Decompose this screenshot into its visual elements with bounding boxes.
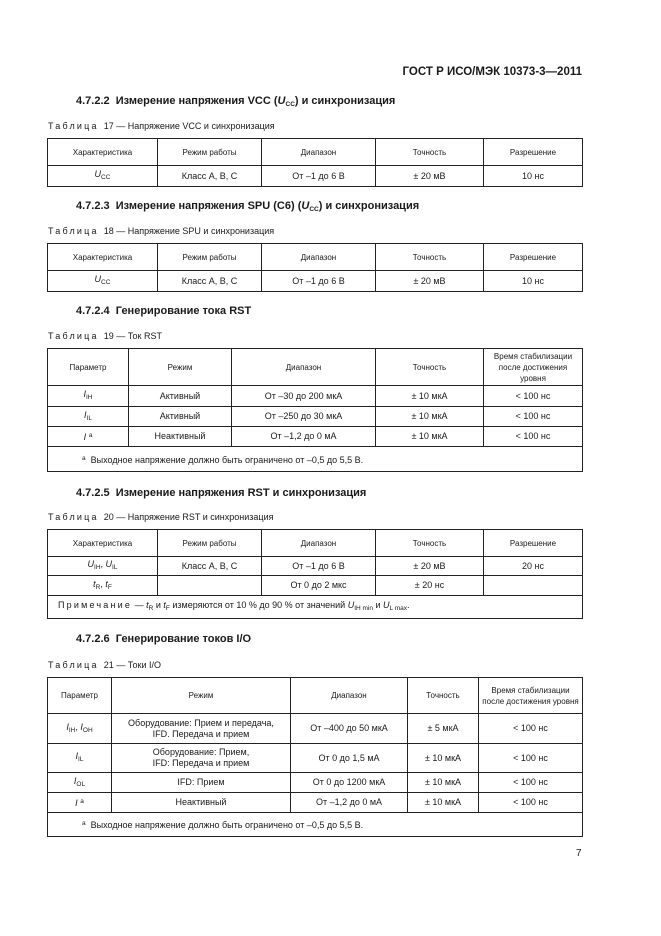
table-21: Параметр Режим Диапазон Точность Время стабилизации после достижения уровня $I_{IH}$, $I_{OH}$ Оборудование: Прием и передача, IFD. Передача и прием От –400 до 50 мкА ± 5 мкА < 100 нс $I_{IL}$ Оборудование: Прием, IFD: Передача и прием От 0 до 1,5 мА ± 10 мкА < 100 нс $I_{OL}$ IFD: Прием От 0 до 1200 мкА ± 10 мкА < 100 нс I $^a$ Неактивный От –1,2 до 0 мА ± 10 мкА < 100 нс $^a$ Выходное напряжение должно быть ограничено от –0,5 до 5,5 В. bbox=[47, 677, 583, 837]
section-heading-4-7-2-6: 4.7.2.6 Генерирование токов I/O bbox=[76, 633, 252, 645]
table-note: Примечание — $t_R$ и $t_F$ измеряются от 10 % до 90 % от значений $U_{IH min}$ и $U_{L max}$. bbox=[48, 596, 583, 619]
table-row: I $^a$ Неактивный От –1,2 до 0 мА ± 10 мкА < 100 нс bbox=[48, 793, 583, 813]
table-row: $t_R$, $t_F$ От 0 до 2 мкс ± 20 нс bbox=[48, 576, 583, 596]
section-heading-4-7-2-2: 4.7.2.2 Измерение напряжения VCC $(U_{CC})$ и синхронизация bbox=[76, 95, 396, 108]
table-caption-21: Таблица 21 — Токи I/O bbox=[48, 660, 161, 670]
table-row: $I_{IH}$, $I_{OH}$ Оборудование: Прием и передача, IFD. Передача и прием От –400 до 50 мкА ± 5 мкА < 100 нс bbox=[48, 714, 583, 744]
table-20: Характеристика Режим работы Диапазон Точность Разрешение $U_{IH}$, $U_{IL}$ Класс А, В, С От –1 до 6 В ± 20 мВ 20 нс $t_R$, $t_F$ От 0 до 2 мкс ± 20 нс Примечание — $t_R$ и $t_F$ измеряются от 10 % до 90 % от значений $U_{IH min}$ и $U_{L max}$. bbox=[47, 529, 583, 619]
section-heading-4-7-2-5: 4.7.2.5 Измерение напряжения RST и синхронизация bbox=[76, 487, 367, 499]
table-caption-20: Таблица 20 — Напряжение RST и синхронизация bbox=[48, 512, 274, 522]
table-footnote: $^a$ Выходное напряжение должно быть ограничено от –0,5 до 5,5 В. bbox=[48, 813, 583, 837]
table-caption-18: Таблица 18 — Напряжение SPU и синхронизация bbox=[48, 226, 275, 236]
table-caption-19: Таблица 19 — Ток RST bbox=[48, 331, 162, 341]
table-row: $U_{CC}$ Класс А, В, С От –1 до 6 В ± 20 мВ 10 нс bbox=[48, 271, 583, 292]
table-row: $U_{IH}$, $U_{IL}$ Класс А, В, С От –1 до 6 В ± 20 мВ 20 нс bbox=[48, 557, 583, 576]
table-row: $I_{IH}$ Активный От –30 до 200 мкА ± 10 мкА < 100 нс bbox=[48, 386, 583, 407]
section-heading-4-7-2-4: 4.7.2.4 Генерирование тока RST bbox=[76, 305, 252, 317]
table-row: I $^a$ Неактивный От –1,2 до 0 мА ± 10 мкА < 100 нс bbox=[48, 427, 583, 447]
table-row: $U_{CC}$ Класс А, В, С От –1 до 6 В ± 20 мВ 10 нс bbox=[48, 166, 583, 187]
table-18: Характеристика Режим работы Диапазон Точность Разрешение $U_{CC}$ Класс А, В, С От –1 до 6 В ± 20 мВ 10 нс bbox=[47, 243, 583, 292]
table-caption-17: Таблица 17 — Напряжение VCC и синхронизация bbox=[48, 121, 275, 131]
table-footnote: $^a$ Выходное напряжение должно быть ограничено от –0,5 до 5,5 В. bbox=[48, 447, 583, 472]
table-row: $I_{OL}$ IFD: Прием От 0 до 1200 мкА ± 10 мкА < 100 нс bbox=[48, 773, 583, 793]
table-19: Параметр Режим Диапазон Точность Время стабилизации после достижения уровня $I_{IH}$ Активный От –30 до 200 мкА ± 10 мкА < 100 нс $I_{IL}$ Активный От –250 до 30 мкА ± 10 мкА < 100 нс I $^a$ Неактивный От –1,2 до 0 мА ± 10 мкА < 100 нс $^a$ Выходное напряжение должно быть ограничено от –0,5 до 5,5 В. bbox=[47, 348, 583, 472]
table-row: $I_{IL}$ Оборудование: Прием, IFD: Передача и прием От 0 до 1,5 мА ± 10 мкА < 100 нс bbox=[48, 744, 583, 773]
document-header: ГОСТ Р ИСО/МЭК 10373-3—2011 bbox=[402, 66, 582, 78]
table-row: $I_{IL}$ Активный От –250 до 30 мкА ± 10 мкА < 100 нс bbox=[48, 407, 583, 427]
table-17: Характеристика Режим работы Диапазон Точность Разрешение $U_{CC}$ Класс А, В, С От –1 до 6 В ± 20 мВ 10 нс bbox=[47, 138, 583, 187]
page-number: 7 bbox=[576, 848, 582, 859]
section-heading-4-7-2-3: 4.7.2.3 Измерение напряжения SPU (C6) $(U_{CC})$ и синхронизация bbox=[76, 200, 420, 213]
